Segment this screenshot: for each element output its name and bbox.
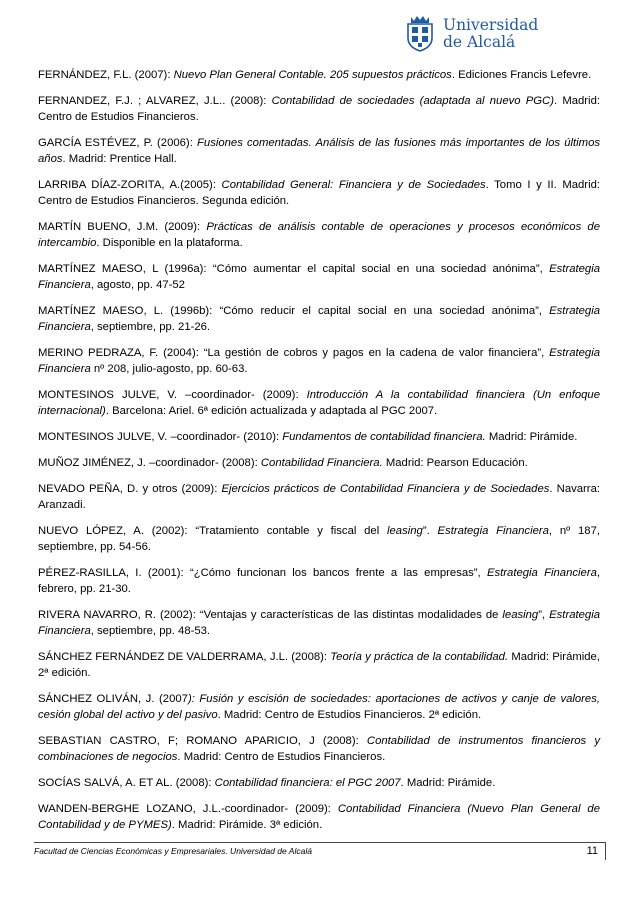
reference-title: Contabilidad General: Financiera y de Sociedades	[221, 179, 486, 191]
reference-text: SOCÍAS SALVÁ, A. ET AL. (2008):	[38, 777, 215, 789]
reference-text: FERNANDEZ, F.J. ; ALVAREZ, J.L.. (2008):	[38, 95, 272, 107]
reference-text: NUEVO LÓPEZ, A. (2002): “Tratamiento contable y fiscal del	[38, 525, 388, 537]
university-name	[443, 17, 538, 51]
reference-entry	[38, 387, 600, 419]
reference-text: SEBASTIAN CASTRO, F; ROMANO APARICIO, J (2008):	[38, 735, 367, 747]
reference-title: Introducción A la contabilidad financiera (Un enfoque internacional)	[38, 389, 600, 417]
reference-title: leasing	[502, 609, 539, 621]
reference-text: Madrid: Pirámide.	[485, 431, 578, 443]
reference-text: MARTÍNEZ MAESO, L. (1996b): “Cómo reducir el capital social en una sociedad anónima”,	[38, 305, 550, 317]
reference-entry	[38, 607, 600, 639]
reference-text: SÁNCHEZ FERNÁNDEZ DE VALDERRAMA, J.L. (2008):	[38, 651, 331, 663]
reference-text: PÉREZ-RASILLA, I. (2001): “¿Cómo funcionan los bancos frente a las empresas”,	[38, 567, 487, 579]
reference-text: . Madrid: Pirámide.	[400, 777, 496, 789]
reference-text: . Madrid: Centro de Estudios Financieros.	[38, 95, 600, 123]
reference-entry	[38, 345, 600, 377]
reference-text: , agosto, pp. 47-52	[90, 279, 185, 291]
reference-text: . Barcelona: Ariel. 6ª edición actualizada y adaptada al PGC 2007.	[105, 405, 438, 417]
reference-entry	[38, 565, 600, 597]
reference-text: GARCÍA ESTÉVEZ, P. (2006):	[38, 137, 198, 149]
reference-text: MARTÍN BUENO, J.M. (2009):	[38, 221, 207, 233]
reference-entry	[38, 775, 600, 791]
reference-title: Estrategia Financiera	[38, 305, 600, 333]
reference-text: MONTESINOS JULVE, V. –coordinador- (2009):	[38, 389, 307, 401]
reference-entry	[38, 691, 600, 723]
university-name-line1: Universidad	[443, 16, 539, 34]
reference-text: . Disponible en la plataforma.	[96, 237, 243, 249]
reference-text: . Madrid: Centro de Estudios Financieros. 2ª edición.	[217, 709, 482, 721]
reference-text: Madrid: Pearson Educación.	[382, 457, 528, 469]
reference-text: . Navarra: Aranzadi.	[38, 483, 600, 511]
reference-title: Estrategia Financiera	[437, 525, 549, 537]
reference-text: NEVADO PEÑA, D. y otros (2009):	[38, 483, 222, 495]
reference-title: Estrategia Financiera	[38, 347, 600, 375]
reference-text: ”.	[422, 525, 438, 537]
bibliography-list	[38, 67, 600, 843]
reference-entry	[38, 219, 600, 251]
footer-institution: Facultad de Ciencias Económicas y Empresariales. Universidad de Alcalá	[34, 846, 312, 856]
reference-text: , nº 187, septiembre, pp. 54-56.	[38, 525, 601, 553]
reference-text: . Ediciones Francis Lefevre.	[451, 69, 592, 81]
reference-entry	[38, 523, 600, 555]
reference-text: MUÑOZ JIMÉNEZ, J. –coordinador- (2008):	[38, 457, 261, 469]
reference-entry	[38, 429, 600, 445]
reference-title: Estrategia Financiera	[38, 263, 600, 291]
reference-entry	[38, 481, 600, 513]
reference-text: . Madrid: Pirámide. 3ª edición.	[171, 819, 323, 831]
reference-text: MARTÍNEZ MAESO, L (1996a): “Cómo aumentar el capital social en una sociedad anónima”,	[38, 263, 550, 275]
footer-rule-vertical	[605, 842, 606, 860]
reference-text: MERINO PEDRAZA, F. (2004): “La gestión de cobros y pagos en la cadena de valor financiera”,	[38, 347, 550, 359]
reference-text: SÁNCHEZ OLIVÁN, J. (2007	[38, 693, 188, 705]
reference-entry	[38, 135, 600, 167]
reference-title: Estrategia Financiera	[486, 567, 597, 579]
reference-text: MONTESINOS JULVE, V. –coordinador- (2010):	[38, 431, 283, 443]
reference-title: ): Fusión y escisión de sociedades: aportaciones de activos y canje de valores, cesión global del activo y del pasivo	[38, 693, 601, 721]
reference-title: Nuevo Plan General Contable. 205 supuestos prácticos	[173, 69, 452, 81]
reference-entry	[38, 177, 600, 209]
reference-text: LARRIBA DÍAZ-ZORITA, A.(2005):	[38, 179, 222, 191]
reference-entry	[38, 261, 600, 293]
reference-title: Contabilidad de sociedades (adaptada al nuevo PGC)	[271, 95, 554, 107]
reference-title: Estrategia Financiera	[38, 609, 600, 637]
reference-text: , septiembre, pp. 21-26.	[90, 321, 211, 333]
reference-text: . Madrid: Prentice Hall.	[62, 153, 177, 165]
reference-text: . Madrid: Centro de Estudios Financieros.	[177, 751, 386, 763]
university-logo	[405, 14, 539, 54]
reference-text: WANDEN-BERGHE LOZANO, J.L.-coordinador- (2009):	[38, 803, 338, 815]
reference-title: Teoría y práctica de la contabilidad.	[330, 651, 509, 663]
reference-text: , febrero, pp. 21-30.	[38, 567, 600, 595]
reference-entry	[38, 303, 600, 335]
reference-entry	[38, 93, 600, 125]
reference-entry	[38, 67, 600, 83]
reference-entry	[38, 801, 600, 833]
reference-title: Fundamentos de contabilidad financiera.	[282, 431, 486, 443]
page-number: 11	[586, 845, 598, 857]
reference-text: nº 208, julio-agosto, pp. 60-63.	[90, 363, 248, 375]
reference-title: leasing	[387, 525, 423, 537]
university-name-line2: de Alcalá	[443, 33, 516, 51]
reference-text: . Tomo I y II. Madrid: Centro de Estudios Financieros. Segunda edición.	[38, 179, 600, 207]
reference-text: ”,	[538, 609, 550, 621]
reference-title: Prácticas de análisis contable de operaciones y procesos económicos de intercambio	[38, 221, 600, 249]
reference-text: FERNÁNDEZ, F.L. (2007):	[38, 69, 174, 81]
reference-entry	[38, 733, 600, 765]
reference-text: , septiembre, pp. 48-53.	[90, 625, 211, 637]
reference-text: Madrid: Pirámide, 2ª edición.	[38, 651, 600, 679]
reference-title: Contabilidad Financiera (Nuevo Plan General de Contabilidad y de PYMES)	[38, 803, 600, 831]
reference-text: RIVERA NAVARRO, R. (2002): “Ventajas y características de las distintas modalidades de	[38, 609, 503, 621]
reference-title: Contabilidad de instrumentos financieros y combinaciones de negocios	[38, 735, 600, 763]
footer-rule	[34, 842, 606, 843]
reference-title: Contabilidad Financiera.	[260, 457, 383, 469]
page-footer	[34, 842, 610, 860]
university-crest-icon	[405, 14, 435, 52]
reference-title: Fusiones comentadas. Análisis de las fusiones más importantes de los últimos años	[38, 137, 600, 165]
reference-title: Ejercicios prácticos de Contabilidad Financiera y de Sociedades	[221, 483, 550, 495]
reference-title: Contabilidad financiera: el PGC 2007	[214, 777, 401, 789]
reference-entry	[38, 649, 600, 681]
reference-entry	[38, 455, 600, 471]
